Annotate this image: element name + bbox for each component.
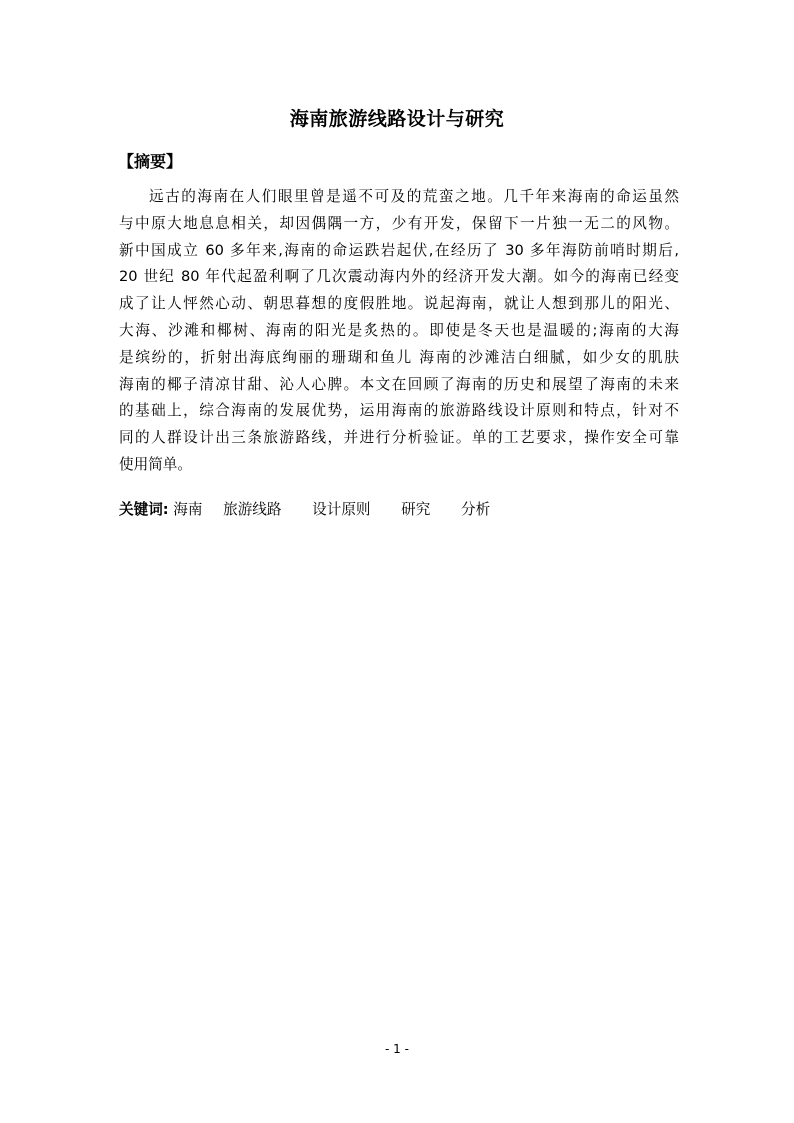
abstract-line: 同的人群设计出三条旅游路线，并进行分析验证。单的工艺要求，操作安全可靠 — [119, 429, 679, 447]
abstract-line: 的基础上，综合海南的发展优势，运用海南的旅游路线设计原则和特点，针对不 — [119, 402, 679, 420]
document-title: 海南旅游线路设计与研究 — [289, 108, 505, 130]
keywords-row — [119, 498, 490, 519]
abstract-line: 海南的椰子清凉甘甜、沁人心脾。本文在回顾了海南的历史和展望了海南的未来 — [119, 375, 679, 393]
abstract-line: 大海、沙滩和椰树、海南的阳光是炙热的。即使是冬天也是温暖的;海南的大海 — [119, 321, 679, 339]
keywords-label: 关键词: — [119, 501, 169, 518]
keyword: 分析 — [461, 501, 491, 518]
abstract-line: 20 世纪 80 年代起盈利啊了几次震动海内外的经济开发大潮。如今的海南已经变 — [119, 268, 679, 286]
keyword: 海南 — [173, 501, 203, 518]
abstract-line: 远古的海南在人们眼里曾是遥不可及的荒蛮之地。几千年来海南的命运虽然 — [149, 188, 679, 205]
keyword: 旅游线路 — [223, 501, 282, 518]
keyword: 设计原则 — [312, 501, 371, 518]
abstract-line: 使用简单。 — [119, 455, 192, 473]
abstract-line: 与中原大地息息相关，却因偶隅一方，少有开发，保留下一片独一无二的风物。 — [119, 214, 679, 232]
abstract-body — [119, 184, 679, 479]
page-number: - 1 - — [385, 1042, 409, 1056]
abstract-line: 新中国成立 60 多年来,海南的命运跌岩起伏,在经历了 30 多年海防前哨时期后, — [119, 241, 679, 259]
abstract-line: 是缤纷的，折射出海底绚丽的珊瑚和鱼儿 海南的沙滩洁白细腻，如少女的肌肤 — [119, 348, 679, 366]
keyword: 研究 — [401, 501, 431, 518]
abstract-line: 成了让人怦然心动、朝思暮想的度假胜地。说起海南，就让人想到那儿的阳光、 — [119, 295, 679, 313]
abstract-heading: 【摘要】 — [118, 152, 183, 171]
